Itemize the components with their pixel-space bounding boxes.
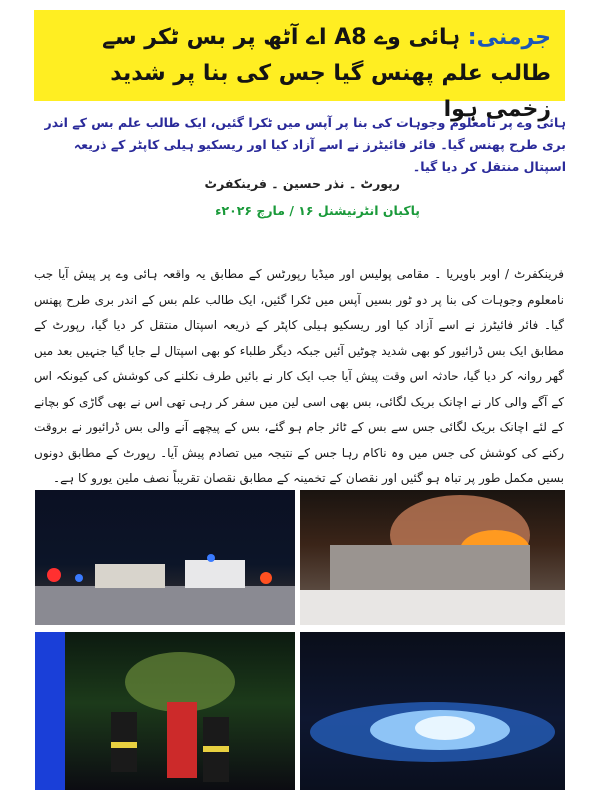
photo-highway-scene xyxy=(35,490,295,625)
byline: رپورٹ ۔ نذر حسین ۔ فرینکفرٹ xyxy=(204,176,400,191)
photo-burning-bus xyxy=(300,490,565,625)
article-body xyxy=(34,262,564,492)
headline-text: ہائی وے A8 اے آٹھ پر بس ٹکر سے طالب علم پھنس گیا جس کی بنا پر شدید زخمی ہوا xyxy=(102,25,551,122)
article-paragraph: فرینکفرٹ / اوبر باویریا ۔ مقامی پولیس اور میڈیا رپورٹس کے مطابق یہ واقعہ ہائی وے پر پیش آیا جب نامعلوم وجوہات کی بنا پر دو ٹور بسیں آپس میں ٹکرا گئیں، ایک طالب علم بس کے اندر بری طرح پھنس گیا۔ فائر فائیٹرز نے اسے آزاد کیا اور ریسکیو ہیلی کاپٹر کے ذریعہ اسپتال منتقل کر دیا گیا، رپورٹ کے مطابق ایک بس ڈرائیور کو بھی شدید چوٹیں آئیں جبکہ دیگر طلباء کو بھی اسپتال لے جایا گیا جنہیں بعد میں گھر روانہ کر دیا گیا، حادثہ اس وقت پیش آیا جب ایک کار نے بائیں طرف نکلنے کی کوشش کی کیونکہ اس کے آگے والی کار نے اچانک بریک لگائی، بس بھی اسی لین میں سفر کر رہی تھی اس نے بھی گاڑی کو بچانے کے لئے اچانک بریک لگائی جس سے بس کے ٹائر جام ہو گئے، بس کے پیچھے آنے والی بس ڈرائیور نے بروقت رکنے کی کوشش کی جس میں وہ ناکام رہا جس کے نتیجہ میں تصادم پیش آیا۔ رپورٹ کے مطابق دونوں بسیں مکمل طور پر تباہ ہو گئیں اور نقصان کے تخمینہ کے مطابق نقصان تقریباً نصف ملین یورو کا ہے۔ xyxy=(34,267,564,485)
dateline: پاکبان انٹرنیشنل ۱۶ / مارچ ۲۰۲۶ء xyxy=(215,203,420,218)
headline-banner xyxy=(34,10,565,122)
photo-police-light xyxy=(300,632,565,790)
summary xyxy=(38,112,566,178)
photo-firefighters xyxy=(35,632,295,790)
headline-lead: جرمنی: xyxy=(467,25,551,50)
summary-text: ہائی وے پر نامعلوم وجوہات کی بنا پر آپس میں ٹکرا گئیں، ایک طالب علم بس کے اندر بری طرح پھنس گیا۔ فائر فائیٹرز نے اسے آزاد کیا اور ریسکیو ہیلی کاپٹر کے ذریعہ اسپتال منتقل کر دیا گیا۔ xyxy=(44,115,566,174)
